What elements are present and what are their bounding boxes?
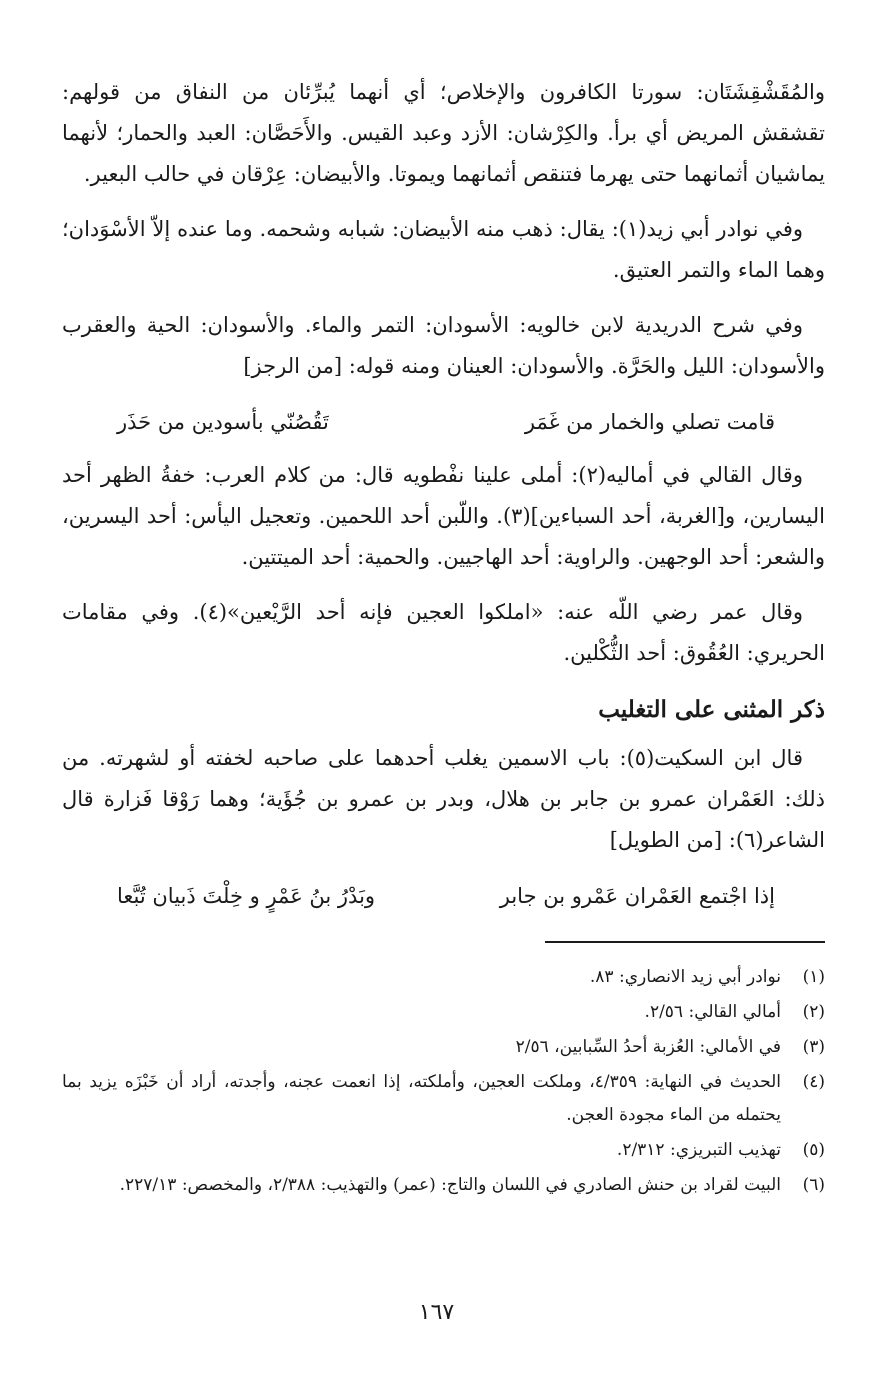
footnote-number: (٥) — [802, 1140, 825, 1160]
footnote — [62, 996, 825, 1029]
footnote-number: (٦) — [802, 1175, 825, 1195]
footnote — [62, 961, 825, 994]
paragraph-text: وفي شرح الدريدية لابن خالويه: الأسودان: التمر والماء. والأسودان: الحية والعقرب والأسودان: الليل والحَرَّة. والأسودان: العينان ومنه قوله: [من الرجز] — [62, 313, 825, 378]
footnote-number: (٣) — [802, 1037, 825, 1057]
footnote-number: (٤) — [802, 1072, 825, 1092]
footnote-text: تهذيب التبريزي: ٢/٣١٢. — [616, 1140, 781, 1160]
footnote — [62, 1134, 825, 1167]
section-heading: ذكر المثنى على التغليب — [598, 696, 825, 723]
paragraph-durayd — [62, 305, 825, 387]
paragraph-sikkit — [62, 738, 825, 861]
paragraph-text: وقال عمر رضي اللّه عنه: «املكوا العجين فإنه أحد الرَّيْعين»(٤). وفي مقامات الحريري: العُقُوق: أحد الثُّكْلين. — [62, 600, 825, 665]
footnote — [62, 1066, 825, 1132]
paragraph-muqashqishatan — [62, 72, 825, 195]
footnote — [62, 1169, 825, 1202]
footnotes — [62, 961, 825, 1202]
verse-line-2 — [62, 875, 825, 917]
paragraph-text: والمُقَشْقِشَتَان: سورتا الكافرون والإخلاص؛ أي أنهما يُبرِّئان من النفاق من قولهم: تقشقش المريض أي برأ. والكِرْشان: الأزد وعبد القيس. والأَحَصَّان: العبد والحمار؛ لأنهما يماشيان أثمانهما حتى يهرما فتنقص أثمانهما ويموتا. والأبيضان: عِرْقان في حالب البعير. — [62, 80, 825, 186]
footnote-separator — [545, 941, 825, 943]
footnote-number: (٢) — [802, 1002, 825, 1022]
footnote — [62, 1031, 825, 1064]
footnote-number: (١) — [802, 967, 825, 987]
page-number: ١٦٧ — [418, 1300, 455, 1325]
verse-first-hemistich: إذا اجْتمع العَمْران عَمْرو بن جابر — [499, 884, 775, 908]
footnote-text: الحديث في النهاية: ٤/٣٥٩، وملكت العجين، وأملكته، إذا انعمت عجنه، وأجدته، أراد أن خَبْزَه يزيد بما يحتمله من الماء مجودة العجن. — [62, 1072, 781, 1125]
paragraph-text: وقال القالي في أماليه(٢): أملى علينا نفْطويه قال: من كلام العرب: خفةُ الظهر أحد اليسارين، و[الغربة، أحد السباءين](٣). واللّبن أحد اللحمين. وتعجيل اليأس: أحد اليسرين، والشعر: أحد الوجهين. والراوية: أحد الهاجيين. والحمية: أحد الميتتين. — [62, 463, 825, 569]
verse-line-1 — [62, 401, 825, 443]
paragraph-nawadir — [62, 209, 825, 291]
footnote-text: أمالي القالي: ٢/٥٦. — [644, 1002, 781, 1022]
footnote-text: البيت لقراد بن حنش الصادري في اللسان والتاج: (عمر) والتهذيب: ٢/٣٨٨، والمخصص: ٢٢٧/١٣. — [119, 1175, 781, 1195]
verse-second-hemistich: وبَدْرُ بنُ عَمْرٍ و خِلْتَ ذَبيان تُبَّعا — [117, 884, 376, 908]
footnote-text: نوادر أبي زيد الانصاري: ٨٣. — [589, 967, 781, 987]
footnote-text: في الأمالي: العُزبة أحدُ السِّبابين، ٢/٥٦ — [515, 1037, 781, 1057]
paragraph-qali — [62, 455, 825, 578]
paragraph-text: قال ابن السكيت(٥): باب الاسمين يغلب أحدهما على صاحبه لخفته أو لشهرته. من ذلك: العَمْران عمرو بن جابر بن هلال، وبدر بن عمرو بن جُؤَية؛ وهما رَوْقا فَزارة قال الشاعر(٦): [من الطويل] — [62, 746, 825, 852]
paragraph-text: وفي نوادر أبي زيد(١): يقال: ذهب منه الأبيضان: شبابه وشحمه. وما عنده إلاّ الأسْوَدان؛ وهما الماء والتمر العتيق. — [62, 217, 825, 282]
verse-second-hemistich: تَقُصُنّي بأسودين من حَذَر — [117, 410, 329, 434]
verse-first-hemistich: قامت تصلي والخمار من غَمَر — [524, 410, 775, 434]
paragraph-umar — [62, 592, 825, 674]
